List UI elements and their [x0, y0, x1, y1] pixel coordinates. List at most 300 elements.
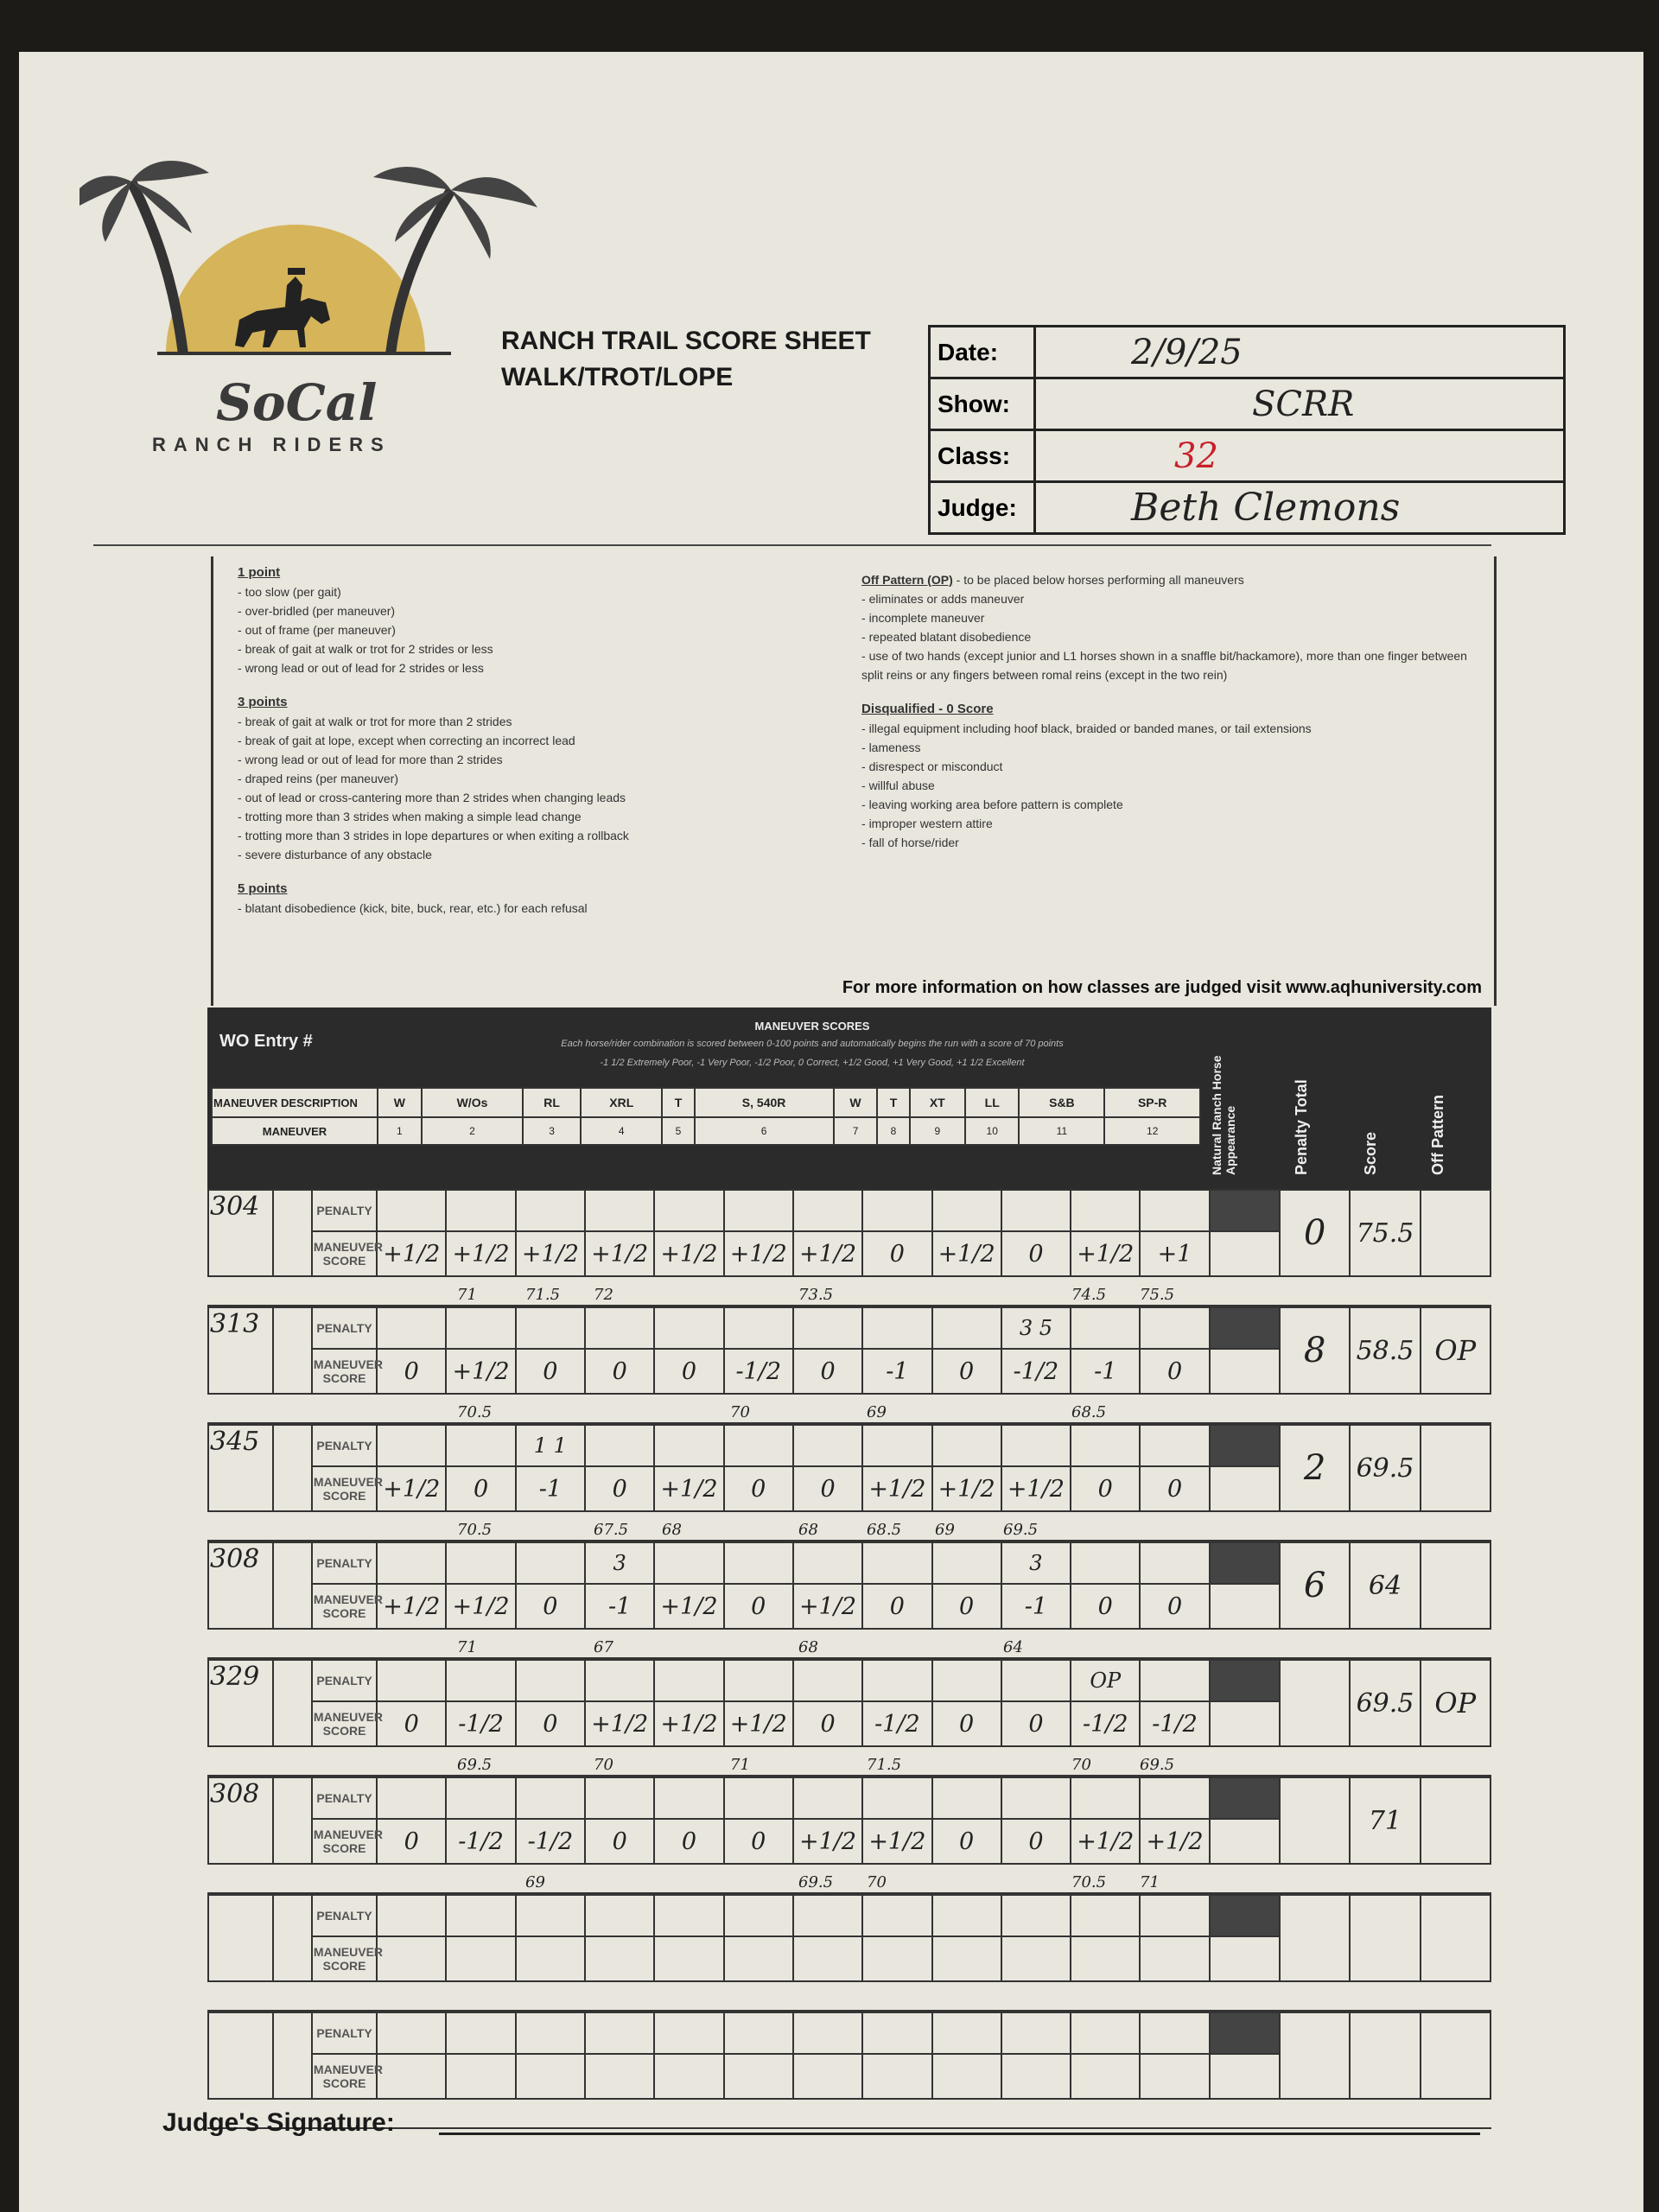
maneuver-score-cell[interactable]: 0	[654, 1819, 723, 1864]
appearance-cell[interactable]	[1210, 1819, 1280, 1864]
penalty-total-cell[interactable]: 0	[1280, 1190, 1350, 1276]
appearance-cell[interactable]	[1210, 1936, 1280, 1981]
running-total: 69	[867, 1403, 887, 1421]
penalty-cell[interactable]	[1071, 1542, 1140, 1584]
penalty-cell[interactable]	[793, 1307, 862, 1349]
penalty-cell[interactable]	[585, 2012, 654, 2054]
penalty-cell[interactable]	[446, 1542, 515, 1584]
maneuver-score-cell[interactable]: -1/2	[446, 1819, 515, 1864]
rule-item: - break of gait at walk or trot for 2 strides or less	[238, 642, 493, 656]
penalty-cell[interactable]	[793, 1777, 862, 1819]
rule-heading: 1 point	[238, 565, 281, 580]
maneuver-score-cell[interactable]	[1071, 2054, 1140, 2099]
off-pattern-cell[interactable]	[1421, 1542, 1491, 1629]
maneuver-score-cell[interactable]: -1	[516, 1466, 585, 1511]
maneuver-score-cell[interactable]: +1/2	[585, 1701, 654, 1746]
penalty-cell[interactable]	[585, 1307, 654, 1349]
penalty-cell[interactable]	[724, 1895, 793, 1936]
penalty-cell[interactable]	[793, 1542, 862, 1584]
maneuver-score-cell[interactable]: 0	[793, 1701, 862, 1746]
appearance-cell[interactable]	[1210, 1584, 1280, 1629]
maneuver-score-cell[interactable]: 0	[1071, 1584, 1140, 1629]
penalty-cell[interactable]	[724, 1307, 793, 1349]
penalty-cell[interactable]	[1140, 1895, 1209, 1936]
maneuver-score-cell[interactable]	[932, 1936, 1001, 1981]
off-pattern-cell[interactable]: OP	[1421, 1660, 1491, 1746]
penalty-cell[interactable]	[516, 1542, 585, 1584]
penalty-cell[interactable]	[516, 1307, 585, 1349]
rule-item: - wrong lead or out of lead for 2 strides or less	[238, 661, 484, 675]
maneuver-score-cell[interactable]: +1/2	[724, 1701, 793, 1746]
penalty-cell[interactable]	[862, 1777, 931, 1819]
rule-item: - incomplete maneuver	[861, 611, 985, 625]
penalty-cell[interactable]	[446, 1190, 515, 1231]
maneuver-name: RL	[523, 1088, 581, 1117]
penalty-cell[interactable]	[932, 2012, 1001, 2054]
maneuver-score-cell[interactable]: 0	[724, 1819, 793, 1864]
maneuver-name: XT	[910, 1088, 966, 1117]
maneuver-score-label: MANEUVER SCORE	[312, 1349, 377, 1394]
maneuver-score-cell[interactable]	[932, 2054, 1001, 2099]
maneuver-score-cell[interactable]	[377, 1936, 446, 1981]
maneuver-score-cell[interactable]: +1/2	[1140, 1819, 1209, 1864]
appearance-cell[interactable]	[1210, 1777, 1280, 1819]
maneuver-score-cell[interactable]: +1	[1140, 1231, 1209, 1276]
entry-row	[207, 1659, 1491, 1777]
entry-number[interactable]: 308	[208, 1542, 273, 1629]
penalty-cell[interactable]	[1071, 1190, 1140, 1231]
maneuver-score-cell[interactable]: 0	[585, 1466, 654, 1511]
off-pattern-cell[interactable]: OP	[1421, 1307, 1491, 1394]
running-total: 73.5	[798, 1286, 834, 1304]
maneuver-score-cell[interactable]: -1/2	[446, 1701, 515, 1746]
penalty-cell[interactable]	[377, 1660, 446, 1701]
maneuver-score-cell[interactable]: -1	[1071, 1349, 1140, 1394]
penalty-cell[interactable]	[1001, 1777, 1071, 1819]
maneuver-score-cell[interactable]: 0	[654, 1349, 723, 1394]
wo-cell[interactable]	[273, 1307, 312, 1394]
appearance-cell[interactable]	[1210, 1231, 1280, 1276]
maneuver-score-cell[interactable]: +1/2	[793, 1231, 862, 1276]
maneuver-score-cell[interactable]: 0	[932, 1701, 1001, 1746]
maneuver-number: 1	[378, 1117, 422, 1145]
rule-item: - use of two hands (except junior and L1 horses shown in a snaffle bit/hackamore), more than one finger between split reins or any fingers between romal reins (except in the two rein)	[861, 649, 1467, 682]
penalty-cell[interactable]	[862, 1895, 931, 1936]
appearance-cell[interactable]	[1210, 1542, 1280, 1584]
penalty-cell[interactable]	[1071, 1425, 1140, 1466]
entry-number[interactable]	[208, 1895, 273, 1981]
off-pattern-cell[interactable]	[1421, 1777, 1491, 1864]
score-cell[interactable]: 71	[1350, 1777, 1420, 1864]
penalty-total-cell[interactable]	[1280, 1660, 1350, 1746]
maneuver-score-cell[interactable]	[446, 2054, 515, 2099]
appearance-cell[interactable]	[1210, 1425, 1280, 1466]
running-total: 67.5	[594, 1521, 629, 1539]
score-cell[interactable]: 58.5	[1350, 1307, 1420, 1394]
wo-cell[interactable]	[273, 1190, 312, 1276]
penalty-cell[interactable]	[1140, 2012, 1209, 2054]
penalty-cell[interactable]	[654, 1307, 723, 1349]
maneuver-number: 2	[422, 1117, 523, 1145]
penalty-total-cell[interactable]	[1280, 1777, 1350, 1864]
maneuver-score-cell[interactable]	[862, 1936, 931, 1981]
maneuver-score-cell[interactable]: 0	[585, 1349, 654, 1394]
penalty-cell[interactable]	[793, 1660, 862, 1701]
penalty-cell[interactable]	[446, 1660, 515, 1701]
penalty-cell[interactable]	[585, 1190, 654, 1231]
maneuver-number: 12	[1104, 1117, 1200, 1145]
maneuver-score-cell[interactable]: 0	[377, 1349, 446, 1394]
penalty-cell[interactable]	[932, 1425, 1001, 1466]
appearance-cell[interactable]	[1210, 1307, 1280, 1349]
entry-number[interactable]: 329	[208, 1660, 273, 1746]
wo-cell[interactable]	[273, 1895, 312, 1981]
score-cell[interactable]: 69.5	[1350, 1660, 1420, 1746]
maneuver-number: 7	[834, 1117, 878, 1145]
maneuver-number: 5	[662, 1117, 694, 1145]
maneuver-score-cell[interactable]: 0	[377, 1819, 446, 1864]
maneuver-score-cell[interactable]: 0	[793, 1349, 862, 1394]
maneuver-score-cell[interactable]: +1/2	[377, 1466, 446, 1511]
appearance-cell[interactable]	[1210, 2012, 1280, 2054]
penalty-total-cell[interactable]: 2	[1280, 1425, 1350, 1511]
maneuver-score-cell[interactable]: 0	[516, 1584, 585, 1629]
maneuver-score-cell[interactable]	[446, 1936, 515, 1981]
entry-number[interactable]: 345	[208, 1425, 273, 1511]
penalty-cell[interactable]	[1071, 1895, 1140, 1936]
penalty-cell[interactable]	[862, 1307, 931, 1349]
penalty-cell[interactable]	[793, 1190, 862, 1231]
rule-intro: - to be placed below horses performing all maneuvers	[956, 573, 1244, 587]
maneuver-score-cell[interactable]: +1/2	[862, 1819, 931, 1864]
score-cell[interactable]	[1350, 2012, 1420, 2099]
penalty-cell[interactable]	[654, 2012, 723, 2054]
maneuver-score-cell[interactable]: +1/2	[724, 1231, 793, 1276]
appearance-cell[interactable]	[1210, 2054, 1280, 2099]
penalty-cell[interactable]	[724, 2012, 793, 2054]
maneuver-score-cell[interactable]: 0	[932, 1819, 1001, 1864]
score-cell[interactable]: 64	[1350, 1542, 1420, 1629]
penalty-cell[interactable]	[724, 1425, 793, 1466]
entry-number[interactable]: 304	[208, 1190, 273, 1276]
entry-header: WO Entry #	[219, 1032, 313, 1051]
maneuver-name: S&B	[1019, 1088, 1104, 1117]
maneuver-score-cell[interactable]	[516, 1936, 585, 1981]
maneuver-score-cell[interactable]	[724, 2054, 793, 2099]
penalty-cell[interactable]	[654, 1190, 723, 1231]
maneuver-score-cell[interactable]	[724, 1936, 793, 1981]
penalty-cell[interactable]	[377, 1190, 446, 1231]
penalty-cell[interactable]	[446, 2012, 515, 2054]
maneuver-score-cell[interactable]: 0	[932, 1349, 1001, 1394]
penalty-cell[interactable]	[724, 1190, 793, 1231]
penalty-cell[interactable]	[377, 1425, 446, 1466]
running-total: 68	[662, 1521, 682, 1539]
penalty-cell[interactable]	[862, 2012, 931, 2054]
penalty-cell[interactable]	[446, 1777, 515, 1819]
appearance-cell[interactable]	[1210, 1701, 1280, 1746]
maneuver-score-cell[interactable]: 0	[724, 1584, 793, 1629]
entry-number[interactable]: 313	[208, 1307, 273, 1394]
maneuver-score-cell[interactable]: +1/2	[446, 1349, 515, 1394]
penalty-cell[interactable]	[1140, 1777, 1209, 1819]
penalty-cell[interactable]	[793, 1425, 862, 1466]
penalty-cell[interactable]	[377, 1542, 446, 1584]
penalty-cell[interactable]	[1001, 2012, 1071, 2054]
penalty-cell[interactable]	[724, 1660, 793, 1701]
penalty-cell[interactable]	[1140, 1660, 1209, 1701]
maneuver-name: W	[834, 1088, 878, 1117]
rule-list	[861, 719, 1484, 852]
maneuver-score-cell[interactable]: +1/2	[793, 1584, 862, 1629]
maneuver-score-label: MANEUVER SCORE	[312, 1936, 377, 1981]
penalty-label: PENALTY	[312, 1660, 377, 1701]
maneuver-score-cell[interactable]: 0	[516, 1349, 585, 1394]
maneuver-score-cell[interactable]	[654, 2054, 723, 2099]
wo-cell[interactable]	[273, 1542, 312, 1629]
maneuver-score-cell[interactable]: +1/2	[1001, 1466, 1071, 1511]
penalty-cell[interactable]	[862, 1190, 931, 1231]
maneuver-score-cell[interactable]: 0	[1001, 1819, 1071, 1864]
maneuver-score-cell[interactable]: 0	[1071, 1466, 1140, 1511]
maneuver-score-cell[interactable]: 0	[862, 1231, 931, 1276]
maneuver-score-cell[interactable]: 0	[446, 1466, 515, 1511]
penalty-cell[interactable]	[932, 1307, 1001, 1349]
running-total: 72	[594, 1286, 613, 1304]
maneuver-score-cell[interactable]: -1/2	[724, 1349, 793, 1394]
maneuver-score-cell[interactable]: 0	[1001, 1231, 1071, 1276]
wo-cell[interactable]	[273, 1777, 312, 1864]
penalty-cell[interactable]	[1071, 2012, 1140, 2054]
off-pattern-cell[interactable]	[1421, 2012, 1491, 2099]
penalty-cell[interactable]	[862, 1660, 931, 1701]
score-cell[interactable]: 69.5	[1350, 1425, 1420, 1511]
maneuver-score-cell[interactable]	[1001, 2054, 1071, 2099]
wo-cell[interactable]	[273, 2012, 312, 2099]
maneuver-score-cell[interactable]: 0	[516, 1701, 585, 1746]
penalty-cell[interactable]	[654, 1660, 723, 1701]
maneuver-score-cell[interactable]: 0	[585, 1819, 654, 1864]
penalty-cell[interactable]	[932, 1190, 1001, 1231]
penalty-cell[interactable]	[862, 1542, 931, 1584]
penalty-cell[interactable]: 1 1	[516, 1425, 585, 1466]
penalty-cell[interactable]	[1001, 1660, 1071, 1701]
maneuver-score-cell[interactable]: +1/2	[793, 1819, 862, 1864]
maneuver-score-cell[interactable]: +1/2	[654, 1584, 723, 1629]
maneuver-score-cell[interactable]	[1071, 1936, 1140, 1981]
off-pattern-cell[interactable]	[1421, 1425, 1491, 1511]
maneuver-score-cell[interactable]	[793, 1936, 862, 1981]
penalty-cell[interactable]: 3 5	[1001, 1307, 1071, 1349]
wo-cell[interactable]	[273, 1425, 312, 1511]
maneuver-score-cell[interactable]: +1/2	[516, 1231, 585, 1276]
penalty-cell[interactable]: OP	[1071, 1660, 1140, 1701]
running-total: 70	[730, 1403, 750, 1421]
maneuver-score-cell[interactable]	[654, 1936, 723, 1981]
class-value: 32	[1035, 430, 1565, 482]
entry-number[interactable]: 308	[208, 1777, 273, 1864]
signature-line[interactable]	[439, 2133, 1480, 2135]
maneuver-score-cell[interactable]: -1	[862, 1349, 931, 1394]
maneuver-number: 4	[581, 1117, 662, 1145]
maneuver-score-cell[interactable]: -1/2	[1140, 1701, 1209, 1746]
maneuver-score-cell[interactable]: 0	[724, 1466, 793, 1511]
maneuver-score-cell[interactable]	[793, 2054, 862, 2099]
penalty-cell[interactable]	[516, 1660, 585, 1701]
maneuver-score-cell[interactable]	[585, 2054, 654, 2099]
maneuver-score-cell[interactable]	[585, 1936, 654, 1981]
penalty-cell[interactable]	[1071, 1307, 1140, 1349]
maneuver-score-cell[interactable]: 0	[932, 1584, 1001, 1629]
maneuver-score-cell[interactable]: 0	[377, 1701, 446, 1746]
maneuver-score-cell[interactable]: 0	[1140, 1349, 1209, 1394]
penalty-cell[interactable]	[377, 1777, 446, 1819]
maneuver-score-cell[interactable]: +1/2	[377, 1584, 446, 1629]
maneuver-score-cell[interactable]	[1140, 2054, 1209, 2099]
appearance-cell[interactable]	[1210, 1466, 1280, 1511]
rule-item: - break of gait at walk or trot for more than 2 strides	[238, 715, 512, 728]
maneuver-name: W	[378, 1088, 422, 1117]
penalty-cell[interactable]	[654, 1777, 723, 1819]
maneuver-grid	[207, 1007, 1491, 2129]
maneuver-score-cell[interactable]: +1/2	[1071, 1819, 1140, 1864]
rule-item: - break of gait at lope, except when correcting an incorrect lead	[238, 734, 575, 747]
penalty-total-cell[interactable]	[1280, 2012, 1350, 2099]
maneuver-score-cell[interactable]: 0	[1140, 1584, 1209, 1629]
maneuver-score-cell[interactable]: +1/2	[932, 1466, 1001, 1511]
penalty-cell[interactable]	[516, 1190, 585, 1231]
maneuver-score-cell[interactable]: +1/2	[654, 1231, 723, 1276]
appearance-cell[interactable]	[1210, 1190, 1280, 1231]
maneuver-score-cell[interactable]	[862, 2054, 931, 2099]
penalty-cell[interactable]	[932, 1542, 1001, 1584]
penalty-cell[interactable]	[585, 1425, 654, 1466]
penalty-cell[interactable]	[516, 1895, 585, 1936]
penalty-cell[interactable]	[1140, 1542, 1209, 1584]
rule-item: - trotting more than 3 strides when making a simple lead change	[238, 810, 582, 823]
penalty-cell[interactable]	[1140, 1307, 1209, 1349]
penalty-cell[interactable]	[932, 1660, 1001, 1701]
penalty-cell[interactable]	[1001, 1895, 1071, 1936]
penalty-cell[interactable]	[446, 1307, 515, 1349]
more-info-link[interactable]: For more information on how classes are judged visit www.aqhuniversity.com	[842, 978, 1482, 997]
maneuver-score-cell[interactable]: +1/2	[446, 1584, 515, 1629]
maneuver-score-label: MANEUVER SCORE	[312, 1231, 377, 1276]
rule-heading: 3 points	[238, 695, 288, 709]
penalty-cell[interactable]	[793, 1895, 862, 1936]
maneuver-score-cell[interactable]: 0	[793, 1466, 862, 1511]
maneuver-score-cell[interactable]	[1140, 1936, 1209, 1981]
show-label: Show:	[930, 378, 1035, 430]
score-cell[interactable]	[1350, 1895, 1420, 1981]
maneuver-name: W/Os	[422, 1088, 523, 1117]
penalty-cell[interactable]	[377, 1895, 446, 1936]
off-pattern-cell[interactable]	[1421, 1190, 1491, 1276]
penalty-cell[interactable]	[585, 1895, 654, 1936]
maneuver-score-cell[interactable]: -1/2	[1071, 1701, 1140, 1746]
maneuver-score-cell[interactable]: +1/2	[585, 1231, 654, 1276]
penalty-cell[interactable]	[585, 1660, 654, 1701]
penalty-cell[interactable]	[1071, 1777, 1140, 1819]
running-total: 71.5	[525, 1286, 561, 1304]
penalty-cell[interactable]	[654, 1895, 723, 1936]
maneuver-score-cell[interactable]: +1/2	[862, 1466, 931, 1511]
maneuver-name: SP-R	[1104, 1088, 1200, 1117]
maneuver-score-cell[interactable]: +1/2	[1071, 1231, 1140, 1276]
penalty-cell[interactable]	[516, 2012, 585, 2054]
maneuver-score-cell[interactable]	[516, 2054, 585, 2099]
penalty-cell[interactable]	[1001, 1190, 1071, 1231]
penalty-cell[interactable]	[724, 1542, 793, 1584]
maneuver-score-cell[interactable]: +1/2	[377, 1231, 446, 1276]
penalty-cell[interactable]	[654, 1425, 723, 1466]
maneuver-score-cell[interactable]: +1/2	[446, 1231, 515, 1276]
penalty-cell[interactable]	[516, 1777, 585, 1819]
rules-left	[238, 563, 808, 918]
entry-number[interactable]	[208, 2012, 273, 2099]
penalty-cell[interactable]	[793, 2012, 862, 2054]
maneuver-label: MANEUVER	[212, 1117, 378, 1145]
penalty-cell[interactable]	[862, 1425, 931, 1466]
maneuver-number: 6	[695, 1117, 834, 1145]
rule-item: - leaving working area before pattern is complete	[861, 798, 1123, 811]
maneuver-score-cell[interactable]: -1/2	[1001, 1349, 1071, 1394]
wo-cell[interactable]	[273, 1660, 312, 1746]
penalty-cell[interactable]	[1001, 1425, 1071, 1466]
penalty-cell[interactable]	[724, 1777, 793, 1819]
penalty-cell[interactable]	[377, 2012, 446, 2054]
maneuver-score-cell[interactable]	[377, 2054, 446, 2099]
penalty-total-cell[interactable]: 8	[1280, 1307, 1350, 1394]
appearance-cell[interactable]	[1210, 1660, 1280, 1701]
rule-item: - draped reins (per maneuver)	[238, 772, 398, 785]
penalty-cell[interactable]	[446, 1425, 515, 1466]
penalty-cell[interactable]	[932, 1777, 1001, 1819]
penalty-cell[interactable]: 3	[1001, 1542, 1071, 1584]
maneuver-score-cell[interactable]: 0	[862, 1584, 931, 1629]
maneuver-score-cell[interactable]	[1001, 1936, 1071, 1981]
penalty-cell[interactable]	[585, 1777, 654, 1819]
running-total: 67	[594, 1638, 613, 1656]
maneuver-score-cell[interactable]: +1/2	[654, 1466, 723, 1511]
score-cell[interactable]: 75.5	[1350, 1190, 1420, 1276]
rule-item: - repeated blatant disobedience	[861, 630, 1032, 644]
appearance-cell[interactable]	[1210, 1895, 1280, 1936]
penalty-cell[interactable]	[654, 1542, 723, 1584]
penalty-total-cell[interactable]: 6	[1280, 1542, 1350, 1629]
running-total: 68	[798, 1521, 818, 1539]
maneuver-score-cell[interactable]: +1/2	[932, 1231, 1001, 1276]
penalty-cell[interactable]	[446, 1895, 515, 1936]
off-pattern-cell[interactable]	[1421, 1895, 1491, 1981]
maneuver-score-cell[interactable]: -1	[1001, 1584, 1071, 1629]
penalty-cell[interactable]	[377, 1307, 446, 1349]
logo-brand: SoCal	[216, 373, 378, 432]
penalty-cell[interactable]	[932, 1895, 1001, 1936]
appearance-cell[interactable]	[1210, 1349, 1280, 1394]
maneuver-score-cell[interactable]: -1/2	[862, 1701, 931, 1746]
maneuver-score-cell[interactable]: -1	[585, 1584, 654, 1629]
maneuver-score-cell[interactable]: +1/2	[654, 1701, 723, 1746]
entry-row	[207, 1777, 1491, 1894]
penalty-cell[interactable]: 3	[585, 1542, 654, 1584]
maneuver-score-cell[interactable]: 0	[1140, 1466, 1209, 1511]
penalty-total-cell[interactable]	[1280, 1895, 1350, 1981]
maneuver-score-cell[interactable]: 0	[1001, 1701, 1071, 1746]
maneuver-score-cell[interactable]: -1/2	[516, 1819, 585, 1864]
penalty-cell[interactable]	[1140, 1425, 1209, 1466]
penalty-cell[interactable]	[1140, 1190, 1209, 1231]
